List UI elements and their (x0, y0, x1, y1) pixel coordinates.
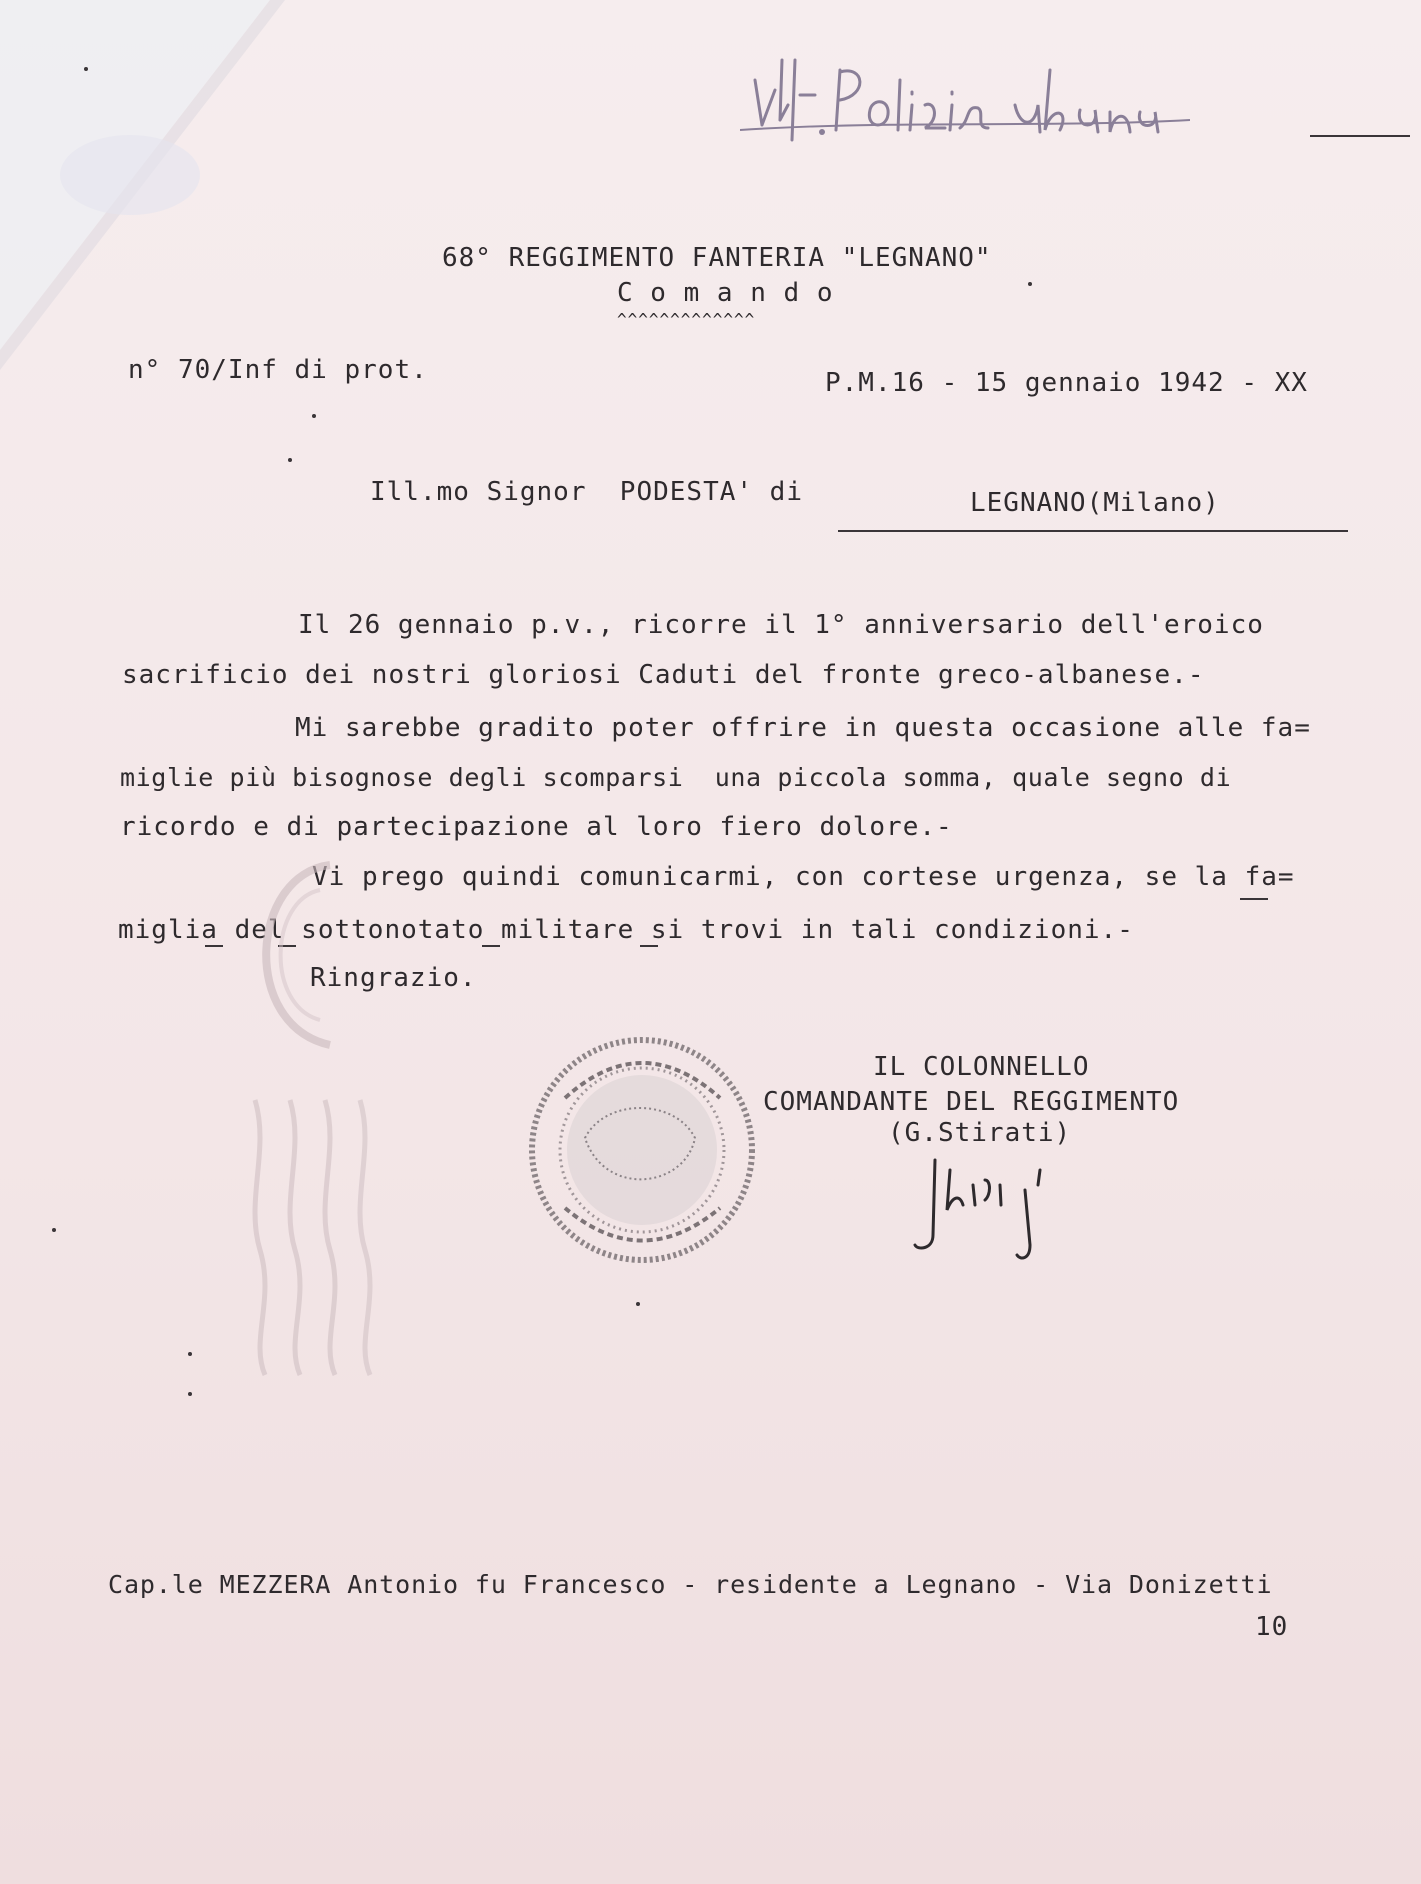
regiment-heading: 68° REGGIMENTO FANTERIA "LEGNANO" (442, 243, 992, 273)
closing-thanks: Ringrazio. (310, 963, 477, 993)
comando-heading: C o m a n d o (617, 278, 834, 308)
recipient-place: LEGNANO(Milano) (970, 488, 1220, 518)
pencil-underline-tail (1310, 135, 1410, 137)
body-paragraph-2-line-3: ricordo e di partecipazione al loro fiero dolore.- (120, 812, 953, 842)
recipient-salutation: Ill.mo Signor PODESTA' di (370, 477, 803, 507)
body-paragraph-1-line-1: Il 26 gennaio p.v., ricorre il 1° anniversario dell'eroico (298, 610, 1264, 640)
wavy-cancellation-marks (245, 1090, 385, 1380)
paper-speck (288, 458, 292, 462)
protocol-number: n° 70/Inf di prot. (128, 355, 428, 385)
comando-underline-marks: ^^^^^^^^^^^^^ (617, 310, 756, 329)
page-number: 10 (1255, 1612, 1289, 1642)
letter-underline (482, 945, 500, 947)
body-paragraph-3-line-2: miglia del sottonotato militare si trovi in tali condizioni.- (118, 915, 1134, 945)
handwritten-pencil-note (740, 50, 1190, 170)
body-paragraph-2-line-2: miglie più bisognose degli scomparsi una piccola somma, quale segno di (120, 763, 1232, 792)
body-paragraph-1-line-2: sacrificio dei nostri gloriosi Caduti del fronte greco-albanese.- (122, 660, 1205, 690)
date-line: P.M.16 - 15 gennaio 1942 - XX (825, 368, 1308, 398)
signature-name: (G.Stirati) (888, 1118, 1072, 1148)
signature-title-colonel: IL COLONNELLO (873, 1052, 1090, 1082)
signature-title-commander: COMANDANTE DEL REGGIMENTO (763, 1087, 1180, 1117)
handwritten-signature (905, 1150, 1055, 1260)
letter-underline (640, 945, 658, 947)
paper-speck (188, 1392, 192, 1396)
recipient-underline (838, 530, 1348, 532)
letter-underline (1240, 898, 1268, 900)
body-paragraph-3-line-1: Vi prego quindi comunicarmi, con cortese urgenza, se la fa= (312, 862, 1295, 892)
paper-speck (52, 1228, 56, 1232)
soldier-details: Cap.le MEZZERA Antonio fu Francesco - residente a Legnano - Via Donizetti (108, 1570, 1273, 1599)
paper-speck (84, 67, 88, 71)
regiment-round-stamp (525, 1028, 760, 1273)
paper-speck (636, 1302, 640, 1306)
handwritten-note-text (740, 50, 751, 51)
body-paragraph-2-line-1: Mi sarebbe gradito poter offrire in questa occasione alle fa= (295, 713, 1311, 743)
paper-speck (312, 414, 316, 418)
paper-speck (1028, 282, 1032, 286)
paper-speck (188, 1352, 192, 1356)
faint-stamp-impression (220, 855, 340, 1055)
